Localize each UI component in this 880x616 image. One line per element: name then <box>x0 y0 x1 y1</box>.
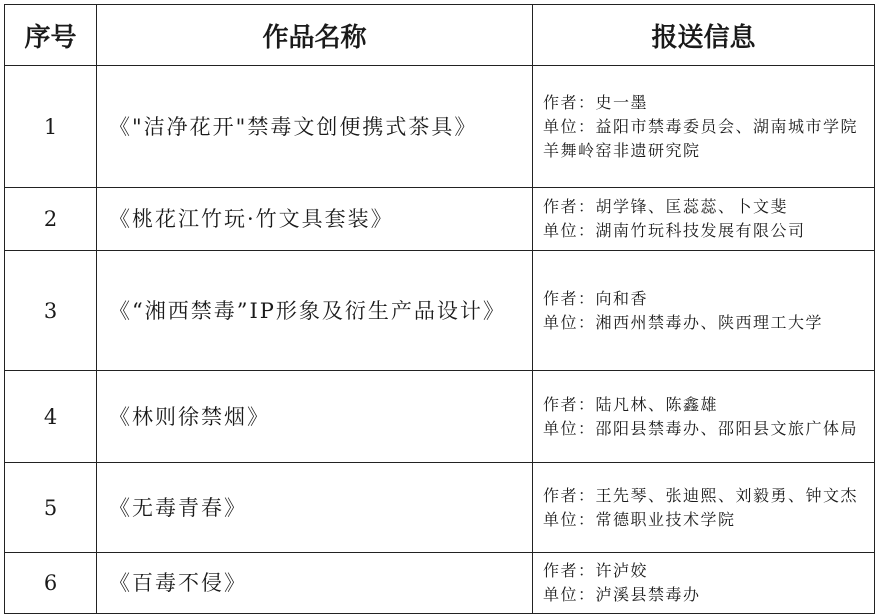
row-author: 作者：许泸姣 <box>543 561 649 580</box>
header-num: 序号 <box>5 5 97 66</box>
row-unit: 单位：泸溪县禁毒办 <box>543 585 701 604</box>
table-row <box>5 463 875 553</box>
row-unit: 单位：益阳市禁毒委员会、湖南城市学院羊舞岭窑非遗研究院 <box>543 116 859 160</box>
row-num: 4 <box>5 371 97 463</box>
row-unit: 单位：湖南竹玩科技发展有限公司 <box>543 221 806 240</box>
table-row <box>5 553 875 614</box>
row-author: 作者：史一墨 <box>543 92 649 112</box>
row-title: 《桃花江竹玩·竹文具套装》 <box>97 188 533 251</box>
row-num: 3 <box>5 251 97 371</box>
works-table <box>4 4 875 614</box>
row-info <box>533 553 875 614</box>
table-row <box>5 371 875 463</box>
row-author: 作者：胡学锋、匡蕊蕊、卜文斐 <box>543 197 789 216</box>
row-info <box>533 251 875 371</box>
row-author: 作者：向和香 <box>543 288 649 308</box>
row-num: 2 <box>5 188 97 251</box>
table-row <box>5 188 875 251</box>
row-unit: 单位：常德职业技术学院 <box>543 509 736 529</box>
table-row <box>5 251 875 371</box>
row-author: 作者：陆凡林、陈鑫雄 <box>543 394 719 414</box>
row-title: 《“湘西禁毒”IP形象及衍生产品设计》 <box>97 251 533 371</box>
row-info <box>533 371 875 463</box>
header-info: 报送信息 <box>533 5 875 66</box>
table-row <box>5 66 875 188</box>
row-title: 《"洁净花开"禁毒文创便携式茶具》 <box>97 66 533 188</box>
row-info <box>533 66 875 188</box>
row-num: 5 <box>5 463 97 553</box>
row-title: 《林则徐禁烟》 <box>97 371 533 463</box>
row-info <box>533 463 875 553</box>
row-num: 1 <box>5 66 97 188</box>
header-row <box>5 5 875 66</box>
row-author: 作者：王先琴、张迪熙、刘毅勇、钟文杰 <box>543 485 859 505</box>
header-title: 作品名称 <box>97 5 533 66</box>
row-num: 6 <box>5 553 97 614</box>
row-info <box>533 188 875 251</box>
row-title: 《百毒不侵》 <box>97 553 533 614</box>
row-unit: 单位：邵阳县禁毒办、邵阳县文旅广体局 <box>543 418 859 438</box>
row-title: 《无毒青春》 <box>97 463 533 553</box>
row-unit: 单位：湘西州禁毒办、陕西理工大学 <box>543 312 824 332</box>
